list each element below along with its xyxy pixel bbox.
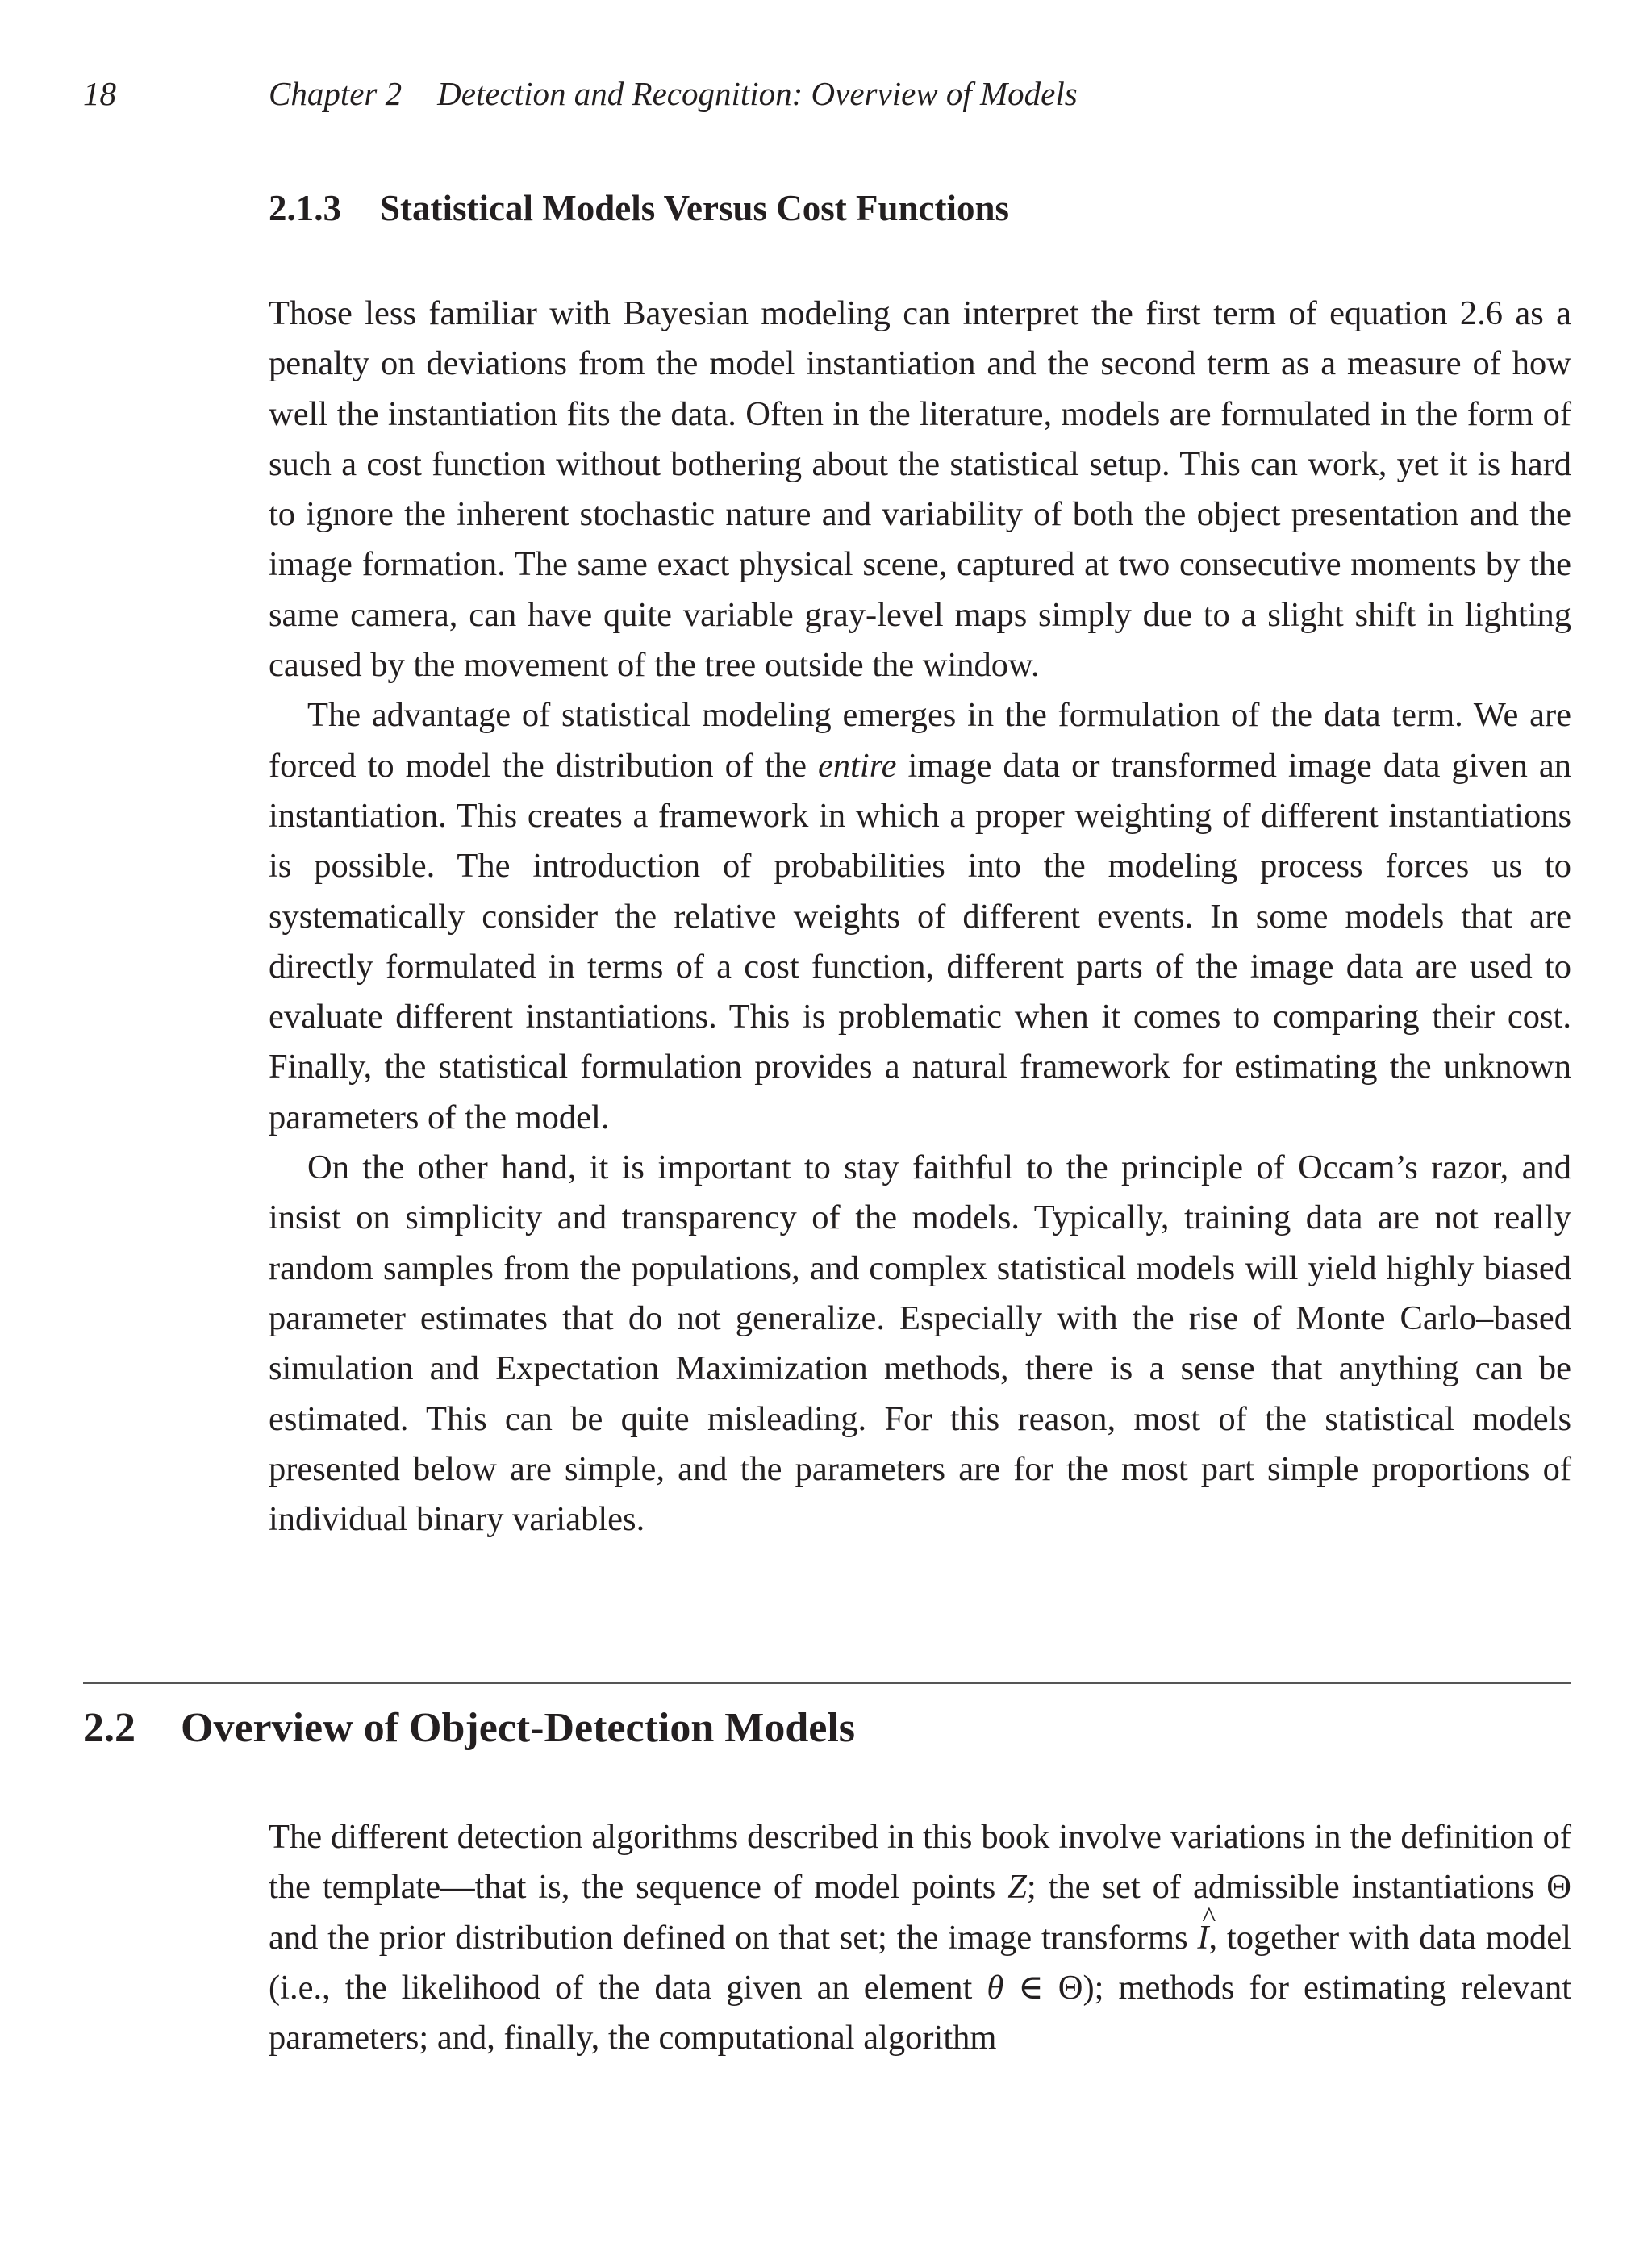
- paragraph-text: , together with data model (i.e., the likelihood of the data given an element: [269, 1918, 1571, 2007]
- paragraph: [269, 690, 1571, 1143]
- chapter-title: Detection and Recognition: Overview of Models: [437, 75, 1078, 112]
- section-title: Overview of Object-Detection Models: [181, 1705, 856, 1751]
- paragraph-text: image data or transformed image data given an instantiation. This creates a framework in which a proper weighting of different instantiations is possible. The introduction of probabilities into the modeling process forces us to systematically consider the relative weights of different events. In some models that are directly formulated in terms of a cost function, different parts of the image data are used to evaluate different instantiations. This is problematic when it comes to comparing their cost. Finally, the statistical formulation provides a natural framework for estimating the unknown parameters of the model.: [269, 746, 1571, 1136]
- paragraph: On the other hand, it is important to stay faithful to the principle of Occam’s razor, and insist on simplicity and transparency of the models. Typically, training data are not really random samples from the populations, and complex statistical models will yield highly biased parameter estimates that do not generalize. Especially with the rise of Monte Carlo–based simulation and Expectation Maximization methods, there is a sense that anything can be estimated. This can be quite misleading. For this reason, most of the statistical models presented below are simple, and the parameters are for the most part simple proportions of individual binary variables.: [269, 1149, 1571, 1539]
- paragraph-text: ); methods for estimating relevant parameters; and, finally, the computational algorithm: [269, 1968, 1571, 2057]
- section-body: [269, 1812, 1571, 2063]
- paragraph-text: ; the set of admissible instantiations: [1026, 1868, 1547, 1907]
- math-symbol-theta-small: θ: [987, 1968, 1004, 2007]
- chapter-label: Chapter 2: [269, 75, 403, 112]
- math-symbol-element-of: ∈: [1003, 1968, 1058, 2007]
- math-symbol-i-hat: ^ I: [1197, 1913, 1208, 1963]
- section-number: 2.2: [83, 1705, 136, 1751]
- paragraph-text: The different detection algorithms described in this book involve variations in the definition of the template—that is, the sequence of model points: [269, 1818, 1571, 1907]
- subsection-number: 2.1.3: [269, 188, 341, 228]
- paragraph: [269, 1812, 1571, 2063]
- page-number: 18: [83, 75, 116, 112]
- section-heading: [83, 1704, 855, 1752]
- subsection-title: Statistical Models Versus Cost Functions: [380, 188, 1010, 228]
- subsection-body: [269, 289, 1571, 1545]
- paragraph-text: The advantage of statistical modeling emerges in the formulation of the data term. We are forced to model the distribution of the: [269, 696, 1571, 785]
- emphasis-text: entire: [817, 746, 897, 785]
- running-header: [83, 74, 1575, 123]
- math-symbol-theta: Θ: [1058, 1968, 1083, 2007]
- subsection-heading: [269, 187, 1009, 229]
- running-title: [269, 74, 1078, 113]
- section-divider: [83, 1682, 1571, 1684]
- math-symbol-theta: Θ: [1546, 1868, 1571, 1907]
- paragraph: Those less familiar with Bayesian modeling can interpret the first term of equation 2.6 as a penalty on deviations from the model instantiation and the second term as a measure of how well the instantiation fits the data. Often in the literature, models are formulated in the form of such a cost function without bothering about the statistical setup. This can work, yet it is hard to ignore the inherent stochastic nature and variability of both the object presentation and the image formation. The same exact physical scene, captured at two consecutive moments by the same camera, can have quite variable gray-level maps simply due to a slight shift in lighting caused by the movement of the tree outside the window.: [269, 294, 1571, 685]
- paragraph-text: and the prior distribution defined on that set; the image transforms: [269, 1918, 1198, 1957]
- math-symbol-z: Z: [1007, 1868, 1027, 1907]
